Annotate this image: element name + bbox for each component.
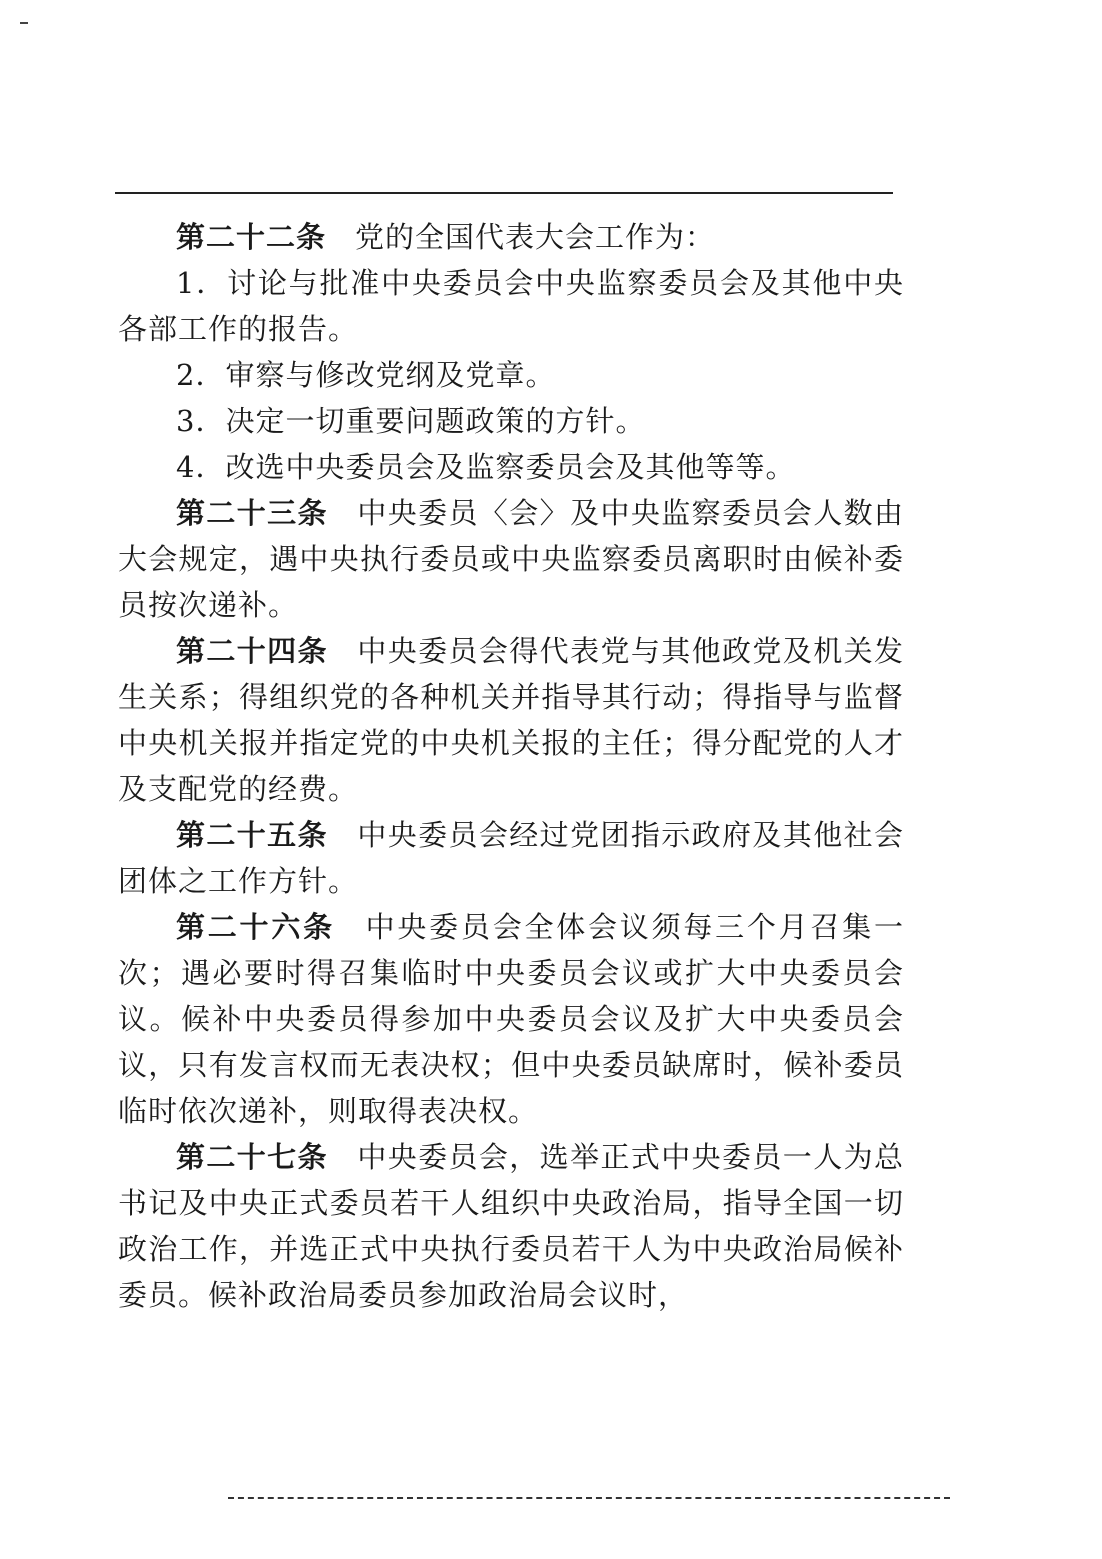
article-text: 中央委员会经过党团指示政府及其他社会团体之工作方针。 [118,818,904,898]
article-text: 中央委员会全体会议须每三个月召集一次；遇必要时得召集临时中央委员会议或扩大中央委员会议。候补中央委员得参加中央委员会议及扩大中央委员会议，只有发言权而无表决权；但中央委员缺席时，候补委员临时依次递补，则取得表决权。 [118,910,904,1128]
article-heading: 第二十四条 [176,634,328,668]
header-rule [115,192,893,194]
page-body [118,214,904,1318]
list-item-4 [118,444,904,490]
article-heading: 第二十六条 [176,910,335,944]
list-item-2 [118,352,904,398]
article-heading: 第二十五条 [176,818,328,852]
article-26 [118,904,904,1134]
footer-rule [228,1497,950,1499]
scan-corner-mark [20,22,28,24]
article-heading: 第二十七条 [176,1140,328,1174]
article-text: 党的全国代表大会工作为： [355,220,716,254]
article-heading: 第二十二条 [176,220,327,254]
list-item-1 [118,260,904,352]
article-25 [118,812,904,904]
article-24 [118,628,904,812]
list-item-text: 3．决定一切重要问题政策的方针。 [176,404,646,438]
article-text: 中央委员会得代表党与其他政党及机关发生关系；得组织党的各种机关并指导其行动；得指导与监督中央机关报并指定党的中央机关报的主任；得分配党的人才及支配党的经费。 [118,634,904,806]
list-item-3 [118,398,904,444]
article-23 [118,490,904,628]
article-text: 中央委员会，选举正式中央委员一人为总书记及中央正式委员若干人组织中央政治局，指导全国一切政治工作，并选正式中央执行委员若干人为中央政治局候补委员。候补政治局委员参加政治局会议时， [118,1140,904,1312]
article-text: 中央委员〈会〉及中央监察委员会人数由大会规定，遇中央执行委员或中央监察委员离职时由候补委员按次递补。 [118,496,904,622]
article-heading: 第二十三条 [176,496,328,530]
article-22 [118,214,904,260]
list-item-text: 2．审察与修改党纲及党章。 [176,358,556,392]
list-item-text: 4．改选中央委员会及监察委员会及其他等等。 [176,450,796,484]
article-27 [118,1134,904,1318]
list-item-text: 1．讨论与批准中央委员会中央监察委员会及其他中央各部工作的报告。 [118,266,904,346]
